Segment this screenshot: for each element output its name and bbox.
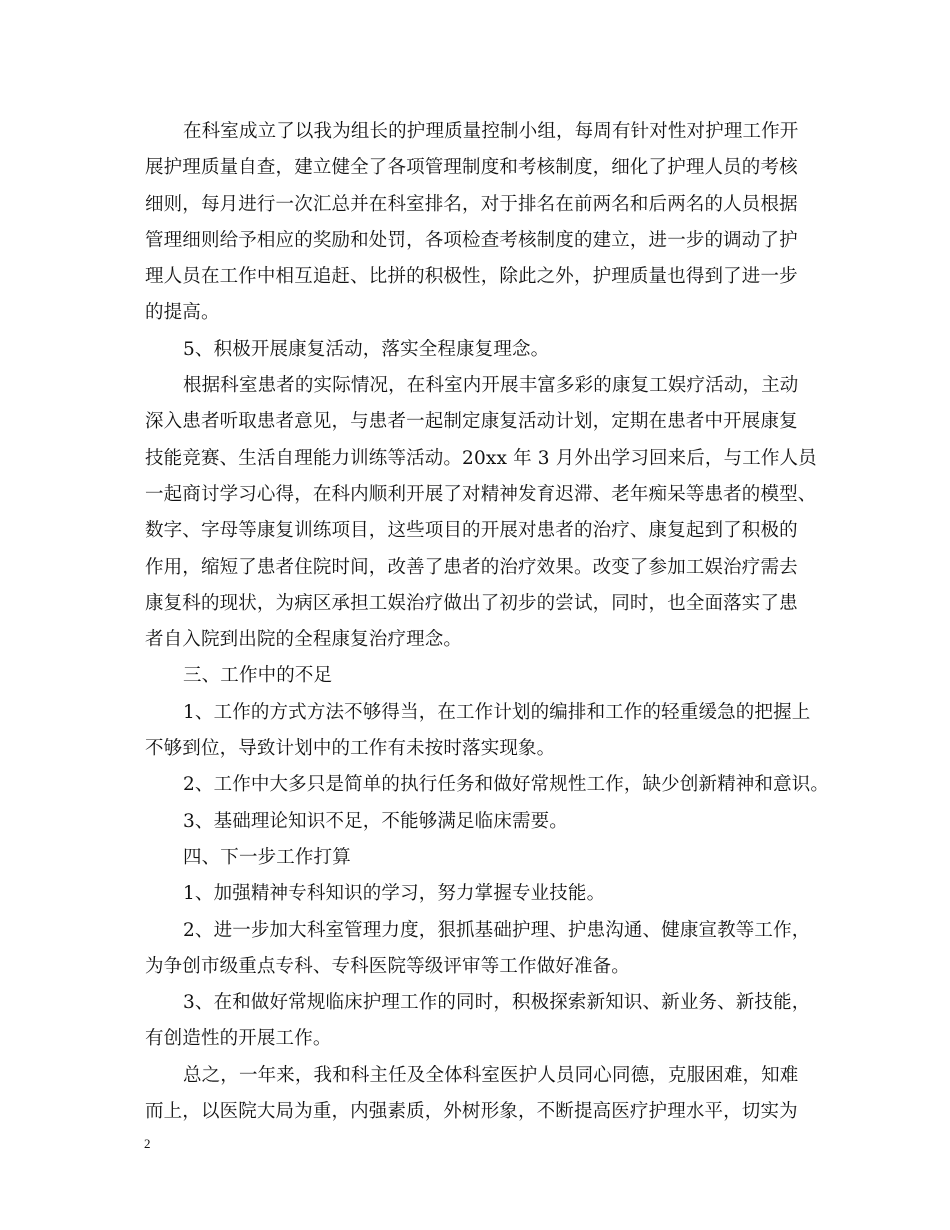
text-line: 展护理质量自查，建立健全了各项管理制度和考核制度，细化了护理人员的考核 <box>145 157 798 179</box>
text-line: 一起商讨学习心得，在科内顺利开展了对精神发育迟滞、老年痴呆等患者的模型、 <box>145 483 817 505</box>
text-line: 根据科室患者的实际情况，在科室内开展丰富多彩的康复工娱疗活动，主动 <box>183 375 799 397</box>
text-line: 1、加强精神专科知识的学习，努力掌握专业技能。 <box>183 883 606 905</box>
text-line: 细则，每月进行一次汇总并在科室排名，对于排名在前两名和后两名的人员根据 <box>145 193 798 215</box>
text-line: 者自入院到出院的全程康复治疗理念。 <box>145 629 463 651</box>
text-line: 总之，一年来，我和科主任及全体科室医护人员同心同德，克服困难，知难 <box>183 1064 799 1086</box>
text-line: 四、下一步工作打算 <box>183 846 351 868</box>
text-line: 为争创市级重点专科、专科医院等级评审等工作做好准备。 <box>145 955 630 977</box>
text-line: 3、在和做好常规临床护理工作的同时，积极探索新知识、新业务、新技能， <box>183 992 811 1014</box>
text-line: 深入患者听取患者意见，与患者一起制定康复活动计划，定期在患者中开展康复 <box>145 411 798 433</box>
text-line: 作用，缩短了患者住院时间，改善了患者的治疗效果。改变了参加工娱治疗需去 <box>145 556 798 578</box>
text-line: 3、基础理论知识不足，不能够满足临床需要。 <box>183 810 568 832</box>
document-body <box>145 114 830 1130</box>
text-line: 康复科的现状，为病区承担工娱治疗做出了初步的尝试，同时，也全面落实了患 <box>145 592 798 614</box>
text-line: 有创造性的开展工作。 <box>145 1028 332 1050</box>
text-line: 5、积极开展康复活动，落实全程康复理念。 <box>183 338 550 360</box>
text-line: 2、工作中大多只是简单的执行任务和做好常规性工作，缺少创新精神和意识。 <box>183 774 830 796</box>
text-line: 三、工作中的不足 <box>183 665 333 687</box>
text-line: 在科室成立了以我为组长的护理质量控制小组，每周有针对性对护理工作开 <box>183 121 799 142</box>
text-line: 2、进一步加大科室管理力度，狠抓基础护理、护患沟通、健康宣教等工作， <box>183 919 811 941</box>
page-number: 2 <box>144 1136 151 1151</box>
text-line: 理人员在工作中相互追赶、比拼的积极性，除此之外，护理质量也得到了进一步 <box>145 266 798 288</box>
text-line: 数字、字母等康复训练项目，这些项目的开展对患者的治疗、康复起到了积极的 <box>145 520 798 542</box>
text-line: 技能竞赛、生活自理能力训练等活动。20xx 年 3 月外出学习回来后，与工作人员 <box>145 447 817 469</box>
text-line: 的提高。 <box>145 302 220 324</box>
text-line: 1、工作的方式方法不够得当，在工作计划的编排和工作的轻重缓急的把握上 <box>183 701 811 723</box>
text-line: 管理细则给予相应的奖励和处罚，各项检查考核制度的建立，进一步的调动了护 <box>145 229 798 251</box>
text-line: 不够到位，导致计划中的工作有未按时落实现象。 <box>145 738 556 760</box>
text-line: 而上，以医院大局为重，内强素质，外树形象，不断提高医疗护理水平，切实为 <box>145 1101 798 1123</box>
